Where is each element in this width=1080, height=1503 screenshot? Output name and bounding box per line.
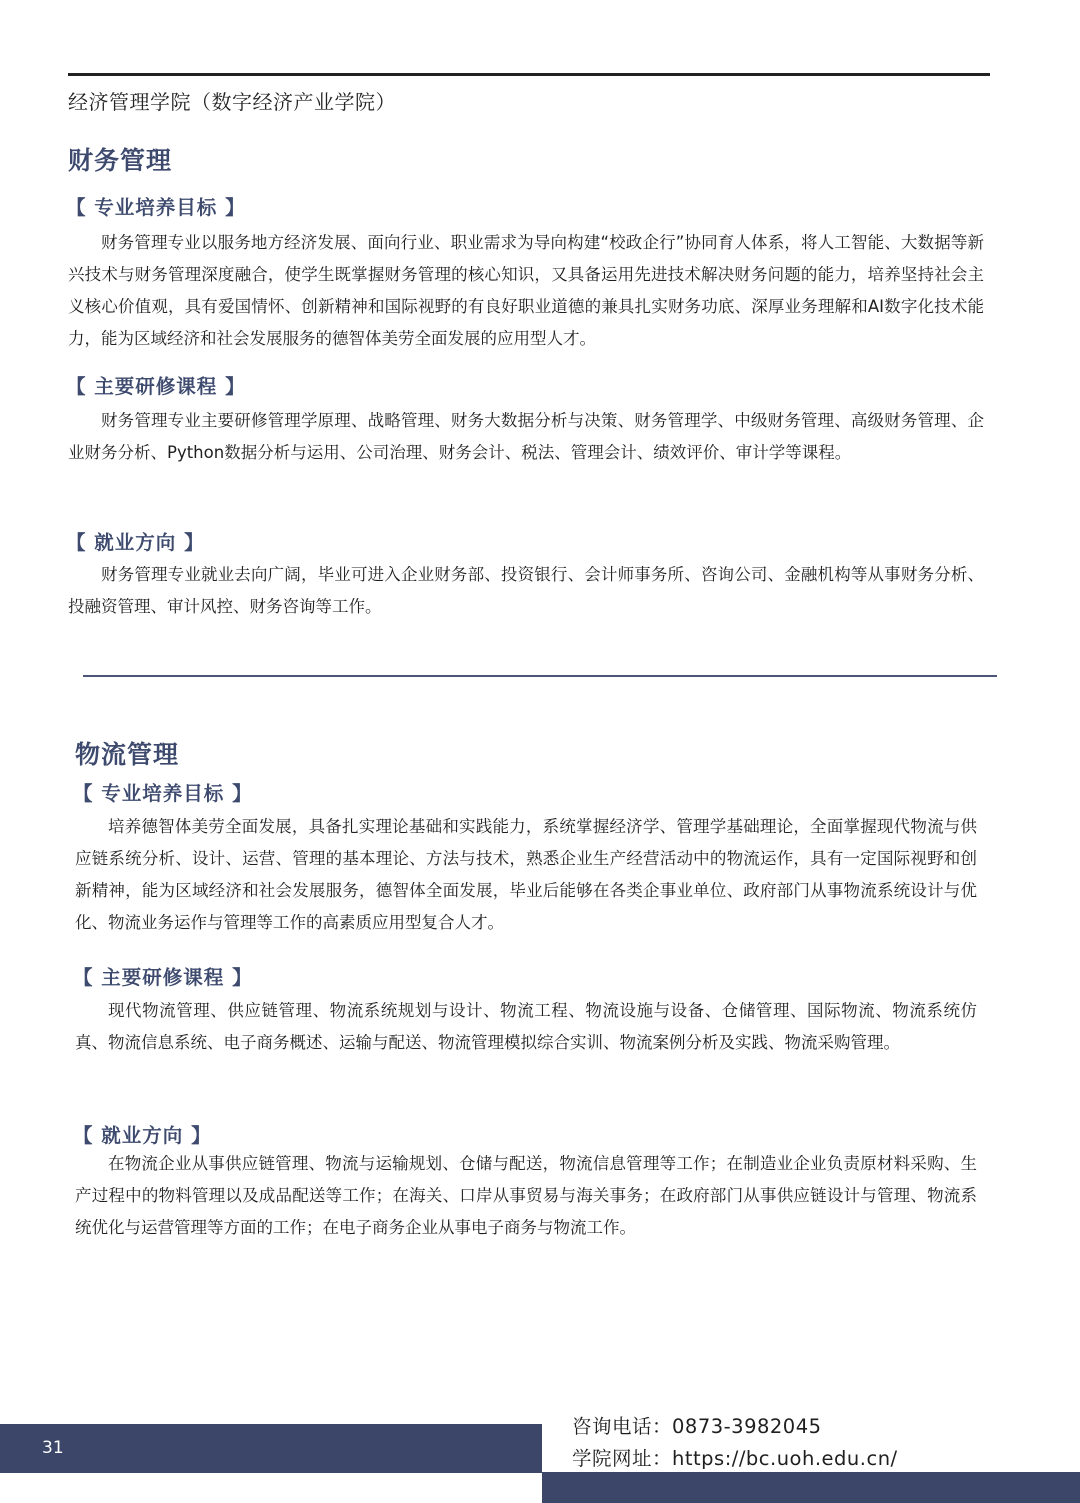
section-heading-courses: 【 主要研修课程 】 — [66, 375, 246, 398]
college-name: 经济管理学院（数字经济产业学院） — [68, 90, 396, 114]
page-number: 31 — [42, 1438, 64, 1458]
college-website: 学院网址：https://bc.uoh.edu.cn/ — [572, 1447, 898, 1470]
courses-paragraph: 财务管理专业主要研修管理学原理、战略管理、财务大数据分析与决策、财务管理学、中级财务管理、高级财务管理、企业财务分析、Python数据分析与运用、公司治理、财务会计、税法、管理会计、绩效评价、审计学等课程。 — [68, 411, 984, 462]
contact-phone: 咨询电话：0873-3982045 — [572, 1415, 822, 1438]
career-paragraph: 财务管理专业就业去向广阔，毕业可进入企业财务部、投资银行、会计师事务所、咨询公司、金融机构等从事财务分析、投融资管理、审计风控、财务咨询等工作。 — [68, 565, 984, 616]
goal-paragraph: 培养德智体美劳全面发展，具备扎实理论基础和实践能力，系统掌握经济学、管理学基础理论，全面掌握现代物流与供应链系统分析、设计、运营、管理的基本理论、方法与技术，熟悉企业生产经营活动中的物流运作，具有一定国际视野和创新精神，能为区域经济和社会发展服务，德智体全面发展，毕业后能够在各类企事业单位、政府部门从事物流系统设计与优化、物流业务运作与管理等工作的高素质应用型复合人才。 — [75, 817, 977, 932]
major-title-logistics: 物流管理 — [75, 740, 180, 769]
footer-band-left — [0, 1424, 542, 1473]
career-paragraph: 在物流企业从事供应链管理、物流与运输规划、仓储与配送，物流信息管理等工作；在制造业企业负责原材料采购、生产过程中的物料管理以及成品配送等工作；在海关、口岸从事贸易与海关事务；在政府部门从事供应链设计与管理、物流系统优化与运营管理等方面的工作；在电子商务企业从事电子商务与物流工作。 — [75, 1154, 977, 1237]
goal-paragraph: 财务管理专业以服务地方经济发展、面向行业、职业需求为导向构建“校政企行”协同育人体系，将人工智能、大数据等新兴技术与财务管理深度融合，使学生既掌握财务管理的核心知识，又具备运用先进技术解决财务问题的能力，培养坚持社会主义核心价值观，具有爱国情怀、创新精神和国际视野的有良好职业道德的兼具扎实财务功底、深厚业务理解和AI数字化技术能力，能为区域经济和社会发展服务的德智体美劳全面发展的应用型人才。 — [68, 233, 984, 348]
section-heading-goal: 【 专业培养目标 】 — [73, 782, 253, 805]
footer-band-right — [542, 1472, 1080, 1503]
section-heading-goal: 【 专业培养目标 】 — [66, 196, 246, 219]
courses-paragraph: 现代物流管理、供应链管理、物流系统规划与设计、物流工程、物流设施与设备、仓储管理、国际物流、物流系统仿真、物流信息系统、电子商务概述、运输与配送、物流管理模拟综合实训、物流案例分析及实践、物流采购管理。 — [75, 1001, 977, 1052]
section-heading-career: 【 就业方向 】 — [66, 531, 205, 554]
major-title-finance: 财务管理 — [68, 146, 173, 175]
header-rule — [68, 73, 990, 76]
section-heading-courses: 【 主要研修课程 】 — [73, 966, 253, 989]
section-divider — [83, 675, 997, 677]
section-heading-career: 【 就业方向 】 — [73, 1124, 212, 1147]
